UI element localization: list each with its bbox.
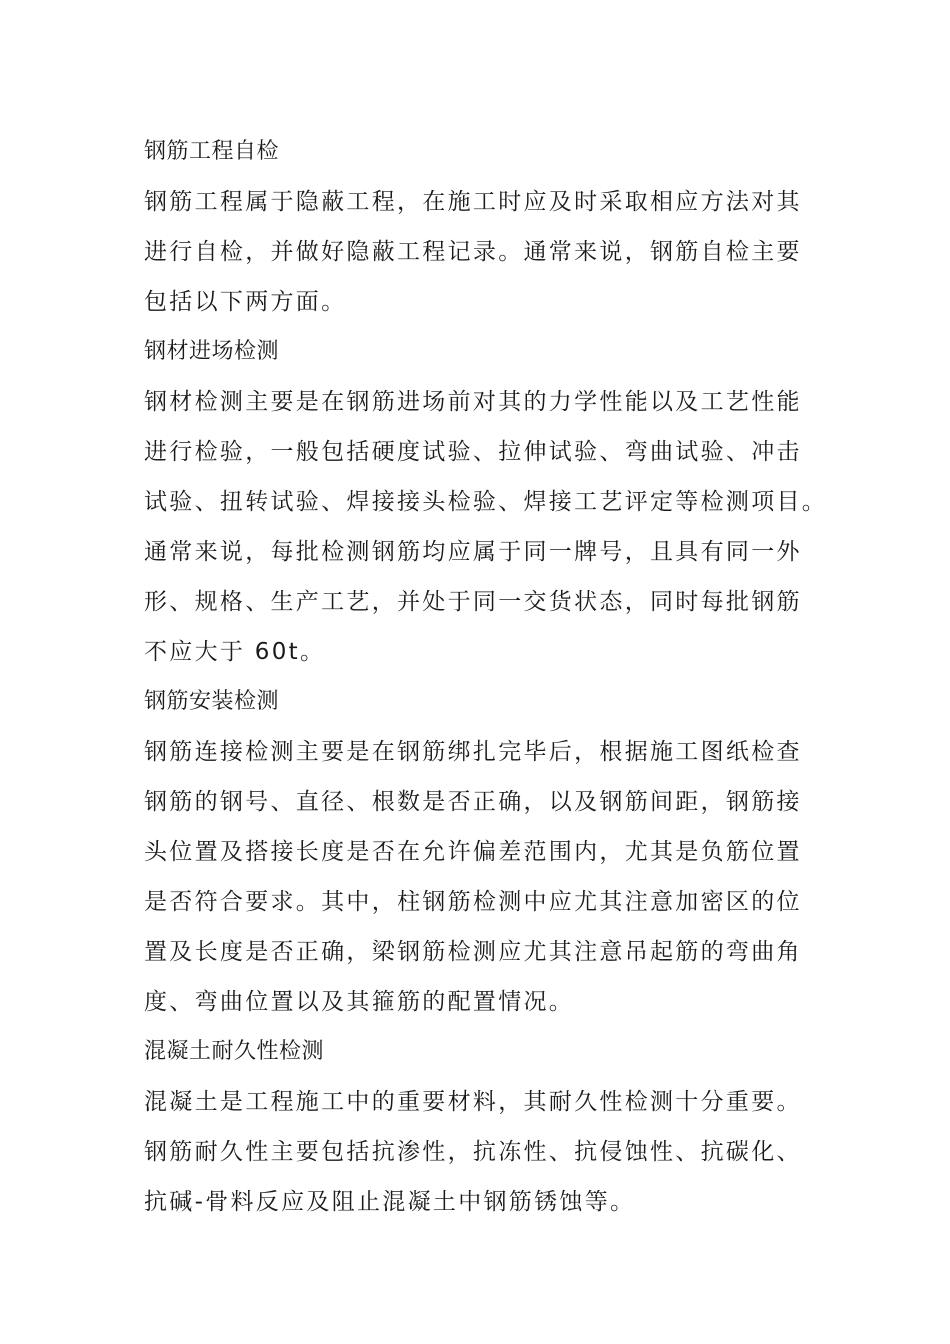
section-heading: 钢筋工程自检 <box>144 139 280 164</box>
section-paragraph <box>144 1077 834 1227</box>
paragraph-line: 进行检验，一般包括硬度试验、拉伸试验、弯曲试验、冲击 <box>144 439 802 465</box>
paragraph-line: 钢筋的钢号、直径、根数是否正确，以及钢筋间距，钢筋接 <box>144 789 802 815</box>
paragraph-line: 混凝土是工程施工中的重要材料，其耐久性检测十分重要。 <box>144 1089 802 1115</box>
document-body <box>144 127 834 1227</box>
section-paragraph <box>144 727 834 1027</box>
paragraph-line: 钢筋连接检测主要是在钢筋绑扎完毕后，根据施工图纸检查 <box>144 739 802 765</box>
paragraph-line: 形、规格、生产工艺，并处于同一交货状态，同时每批钢筋 <box>144 589 802 615</box>
paragraph-line: 钢筋耐久性主要包括抗渗性，抗冻性、抗侵蚀性、抗碳化、 <box>144 1139 802 1165</box>
paragraph-line: 包括以下两方面。 <box>144 289 347 315</box>
section-heading: 混凝土耐久性检测 <box>144 1039 325 1064</box>
paragraph-line: 度、弯曲位置以及其箍筋的配置情况。 <box>144 989 575 1015</box>
paragraph-line: 不应大于 60t。 <box>144 639 326 665</box>
paragraph-line: 抗碱-骨料反应及阻止混凝土中钢筋锈蚀等。 <box>144 1189 636 1215</box>
paragraph-line: 试验、扭转试验、焊接接头检验、焊接工艺评定等检测项目。 <box>144 489 828 515</box>
paragraph-line: 钢材检测主要是在钢筋进场前对其的力学性能以及工艺性能 <box>144 389 802 415</box>
paragraph-line: 置及长度是否正确，梁钢筋检测应尤其注意吊起筋的弯曲角 <box>144 939 802 965</box>
paragraph-line: 是否符合要求。其中，柱钢筋检测中应尤其注意加密区的位 <box>144 889 802 915</box>
section-heading: 钢材进场检测 <box>144 339 280 364</box>
section-concrete-durability-inspection <box>144 1027 834 1227</box>
paragraph-line: 进行自检，并做好隐蔽工程记录。通常来说，钢筋自检主要 <box>144 239 802 265</box>
section-paragraph <box>144 177 834 327</box>
section-rebar-self-inspection <box>144 127 834 327</box>
section-paragraph <box>144 377 834 677</box>
paragraph-line: 钢筋工程属于隐蔽工程，在施工时应及时采取相应方法对其 <box>144 189 802 215</box>
paragraph-line: 头位置及搭接长度是否在允许偏差范围内，尤其是负筋位置 <box>144 839 802 865</box>
section-rebar-installation-inspection <box>144 677 834 1027</box>
section-steel-arrival-inspection <box>144 327 834 677</box>
section-heading: 钢筋安装检测 <box>144 689 280 714</box>
paragraph-line: 通常来说，每批检测钢筋均应属于同一牌号，且具有同一外 <box>144 539 802 565</box>
